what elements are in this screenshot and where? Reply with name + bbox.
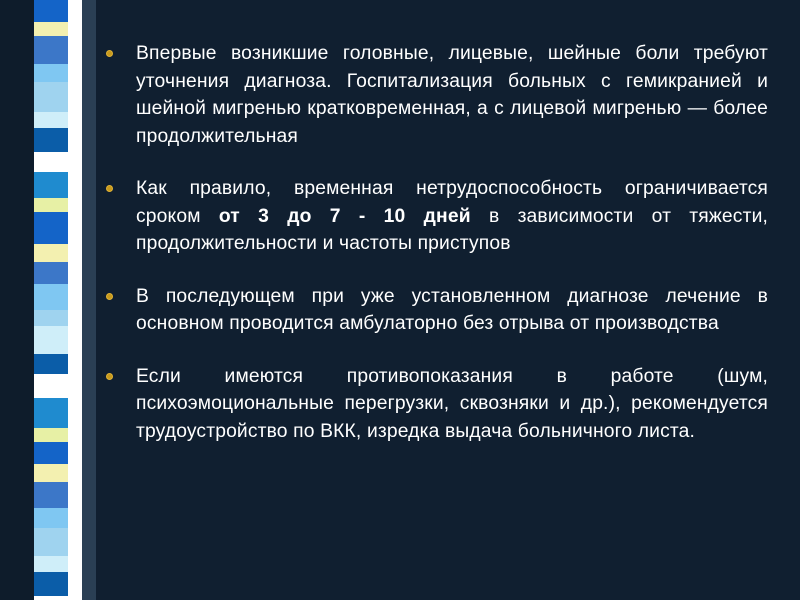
- decorative-stripe-block: [34, 464, 68, 482]
- decorative-stripe-block: [34, 374, 68, 398]
- bullet-text: [136, 175, 768, 258]
- decorative-stripe-panel: [0, 0, 96, 600]
- decorative-stripe-block: [34, 212, 68, 244]
- slide-body: [104, 40, 768, 470]
- bullet-item: [104, 363, 768, 446]
- decorative-stripe-block: [34, 128, 68, 152]
- bullet-dot-icon: [107, 374, 112, 379]
- decorative-stripe-block: [34, 596, 68, 600]
- decorative-stripe-block: [34, 556, 68, 572]
- decorative-stripe-block: [34, 198, 68, 212]
- bullet-item: [104, 283, 768, 338]
- decorative-stripe-block: [34, 528, 68, 556]
- decorative-stripe-edge: [68, 0, 82, 600]
- decorative-stripe-block: [34, 82, 68, 112]
- bullet-dot-icon: [107, 186, 112, 191]
- bullet-item: [104, 175, 768, 258]
- decorative-stripe-block: [34, 152, 68, 172]
- bullet-dot-icon: [107, 51, 112, 56]
- bullet-text: Впервые возникшие головные, лицевые, шейные боли требуют уточнения диагноза. Госпитализация больных с гемикранией и шейной мигренью кратковременная, а с лицевой мигренью — более продолжительная: [136, 43, 768, 147]
- bullet-dot-icon: [107, 294, 112, 299]
- decorative-stripe-block: [34, 244, 68, 262]
- bullet-text-part: в зависимости от тяжести, продолжительности и частоты приступов: [136, 205, 769, 254]
- decorative-stripe-block: [34, 64, 68, 82]
- decorative-stripe-shadow: [82, 0, 96, 600]
- decorative-stripe-block: [34, 482, 68, 508]
- bullet-item: [104, 40, 768, 150]
- decorative-stripe-block: [34, 508, 68, 528]
- decorative-stripe-column: [34, 0, 68, 600]
- decorative-stripe-block: [34, 428, 68, 442]
- decorative-stripe-block: [34, 0, 68, 22]
- decorative-stripe-block: [34, 326, 68, 354]
- decorative-stripe-block: [34, 398, 68, 428]
- decorative-stripe-block: [34, 112, 68, 128]
- decorative-stripe-block: [34, 572, 68, 596]
- decorative-stripe-block: [34, 442, 68, 464]
- decorative-stripe-block: [34, 310, 68, 326]
- bullet-text-part: Как правило, временная нетрудоспособность ограничивается сроком: [136, 178, 768, 227]
- decorative-stripe-block: [34, 172, 68, 198]
- bullet-text: Если имеются противопоказания в работе (шум, психоэмоциональные перегрузки, сквозняки и др.), рекомендуется трудоустройство по ВКК, изредка выдача больничного листа.: [136, 365, 768, 442]
- decorative-stripe-block: [34, 284, 68, 310]
- decorative-stripe-block: [34, 262, 68, 284]
- decorative-stripe-block: [34, 22, 68, 36]
- decorative-stripe-block: [34, 354, 68, 374]
- bullet-text-emphasis: от 3 до 7 - 10 дней: [218, 205, 471, 227]
- bullet-text: В последующем при уже установленном диагнозе лечение в основном проводится амбулаторно без отрыва от производства: [136, 285, 768, 334]
- decorative-stripe-block: [34, 36, 68, 64]
